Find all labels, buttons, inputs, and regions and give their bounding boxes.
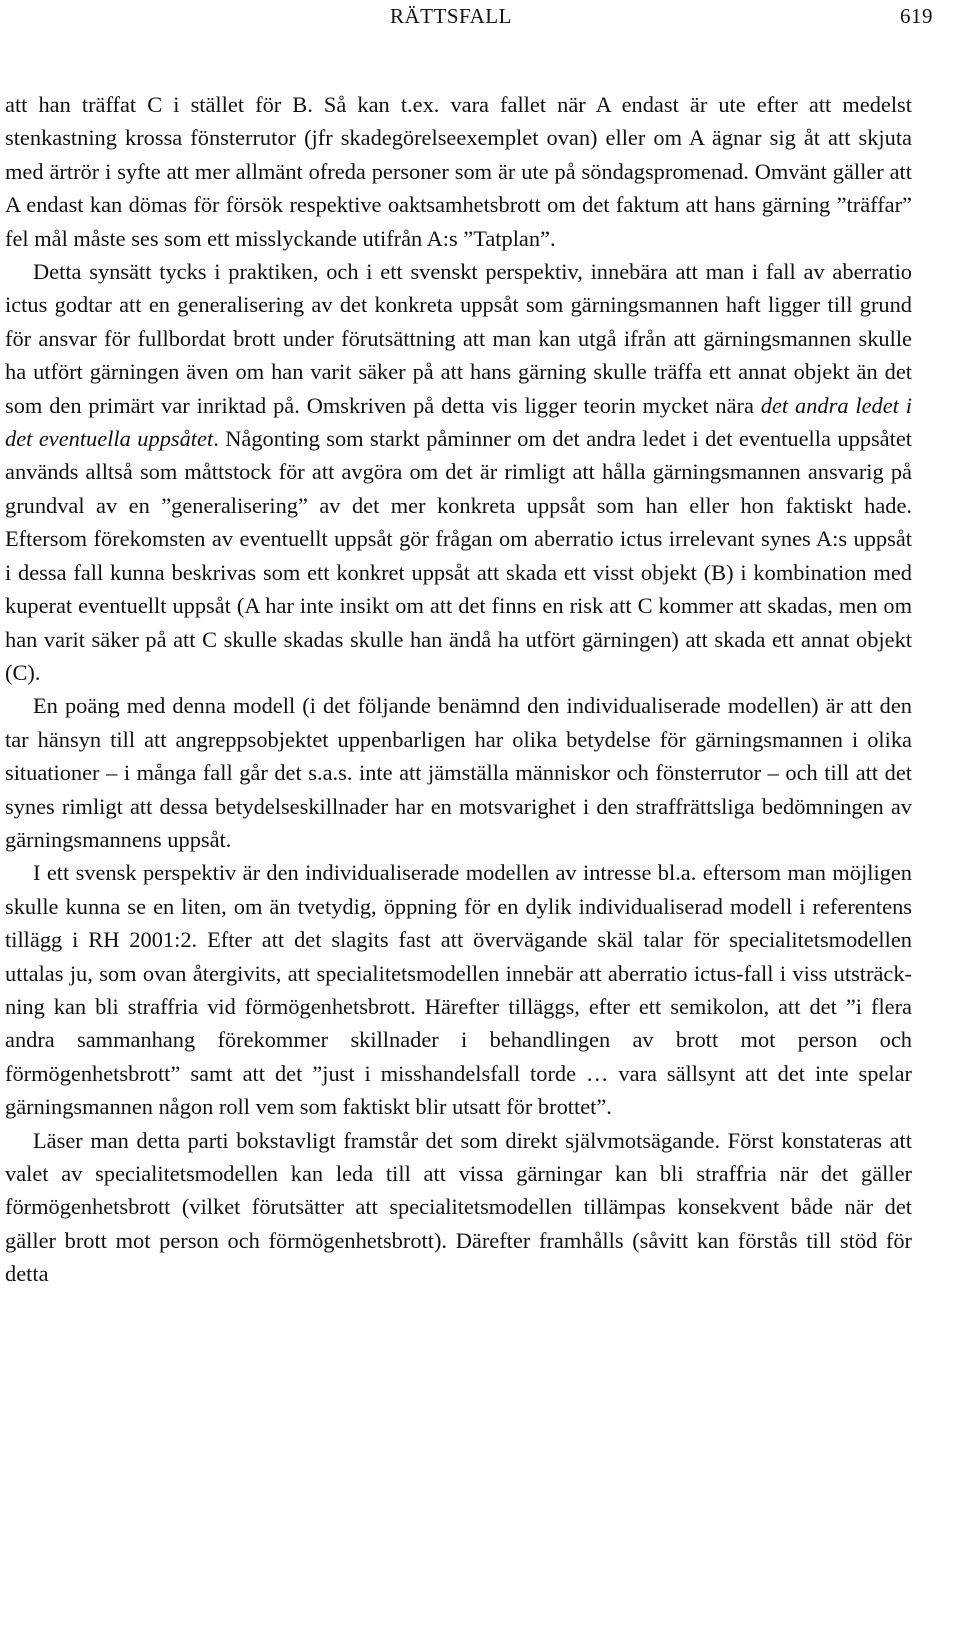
- paragraph-3: En poäng med denna modell (i det följande benämnd den individualiserade modellen) är att den tar hänsyn till att angreppsobjektet uppenbarligen har olika betydelse för gärningsmannen i olika situationer – i många fall går det s.a.s. inte att jämställa människor och fönsterrutor – och till att det synes rimligt att dessa betydelseskillnader har en motsvarighet i den straffrättsliga bedömningen av gärningsmannens uppsåt.: [5, 693, 912, 852]
- paragraph-5: Läser man detta parti bokstavligt framstår det som direkt självmotsägande. Först konstateras att valet av specialitetsmodellen kan leda till att vissa gärningar kan bli straffria när det gäller förmögenhetsbrott (vilket förutsätter att specialitetsmodellen tillämpas konsekvent både när det gäller brott mot person och förmögenhetsbrott). Därefter framhålls (såvitt kan förstås till stöd för detta: [5, 1127, 912, 1287]
- running-header: [0, 4, 960, 34]
- paragraph-2: [5, 255, 912, 689]
- body-text: [5, 88, 912, 1291]
- paragraph-2-part-2: . Någonting som starkt påminner om det andra ledet i det eventuella uppsåtet används alltså som måttstock för att avgöra om det är rimligt att hålla gärningsmannen ansvarig på grundval av en ”generalisering” av det mer konkreta uppsåt som han eller hon faktiskt hade. Eftersom förekomsten av eventuellt uppsåt gör frågan om aberratio ictus irrelevant synes A:s uppsåt i dessa fall kunna beskrivas som ett konkret uppsåt att skada ett visst objekt (B) i kombination med kuperat eventuellt uppsåt (A har inte insikt om att det finns en risk att C kommer att skadas, men om han varit säker på att C skulle skadas skulle han ändå ha utfört gärningen) att skada ett annat objekt (C).: [5, 426, 912, 685]
- running-title: RÄTTSFALL: [390, 4, 512, 28]
- italic-phrase: det andra ledet i det eventuella uppsåtet: [5, 392, 912, 452]
- page-number: 619: [900, 4, 933, 28]
- paragraph-1: att han träffat C i stället för B. Så kan t.ex. vara fallet när A endast är ute efter att medelst stenkastning krossa fönsterrutor (jfr skadegörelseexemplet ovan) eller om A ägnar sig åt att skjuta med ärtrör i syfte att mer allmänt ofreda personer som är ute på söndagspromenad. Omvänt gäller att A endast kan dömas för försök respektive oaktsamhetsbrott om det faktum att hans gärning ”träffar” fel mål måste ses som ett misslyckande utifrån A:s ”Tatplan”.: [5, 92, 912, 251]
- paragraph-4: I ett svensk perspektiv är den individualiserade modellen av intresse bl.a. eftersom man möjligen skulle kunna se en liten, om än tvetydig, öppning för en dylik individualiserad modell i referentens tillägg i RH 2001:2. Efter att det slagits fast att övervägande skäl talar för specialitetsmodellen uttalas ju, som ovan återgivits, att specialitetsmodellen innebär att aberratio ictus-fall i viss utsträckning kan bli straffria vid förmögenhetsbrott. Härefter tilläggs, efter ett semikolon, att det ”i flera andra sammanhang förekommer skillnader i behandlingen av brott mot person och förmögenhetsbrott” samt att det ”just i misshandelsfall torde … vara sällsynt att det inte spelar gärningsmannen någon roll vem som faktiskt blir utsatt för brottet”.: [5, 860, 912, 1120]
- paragraph-2-part-1: Detta synsätt tycks i praktiken, och i ett svenskt perspektiv, innebära att man i fall av aberratio ictus godtar att en generalisering av det konkreta uppsåt som gärningsmannen haft ligger till grund för ansvar för fullbordat brott under förutsättning att man kan utgå ifrån att gärningsmannen skulle ha utfört gärningen även om han varit säker på att hans gärning skulle träffa ett annat objekt än det som den primärt var inriktad på. Omskriven på detta vis ligger teorin mycket nära: [5, 259, 912, 418]
